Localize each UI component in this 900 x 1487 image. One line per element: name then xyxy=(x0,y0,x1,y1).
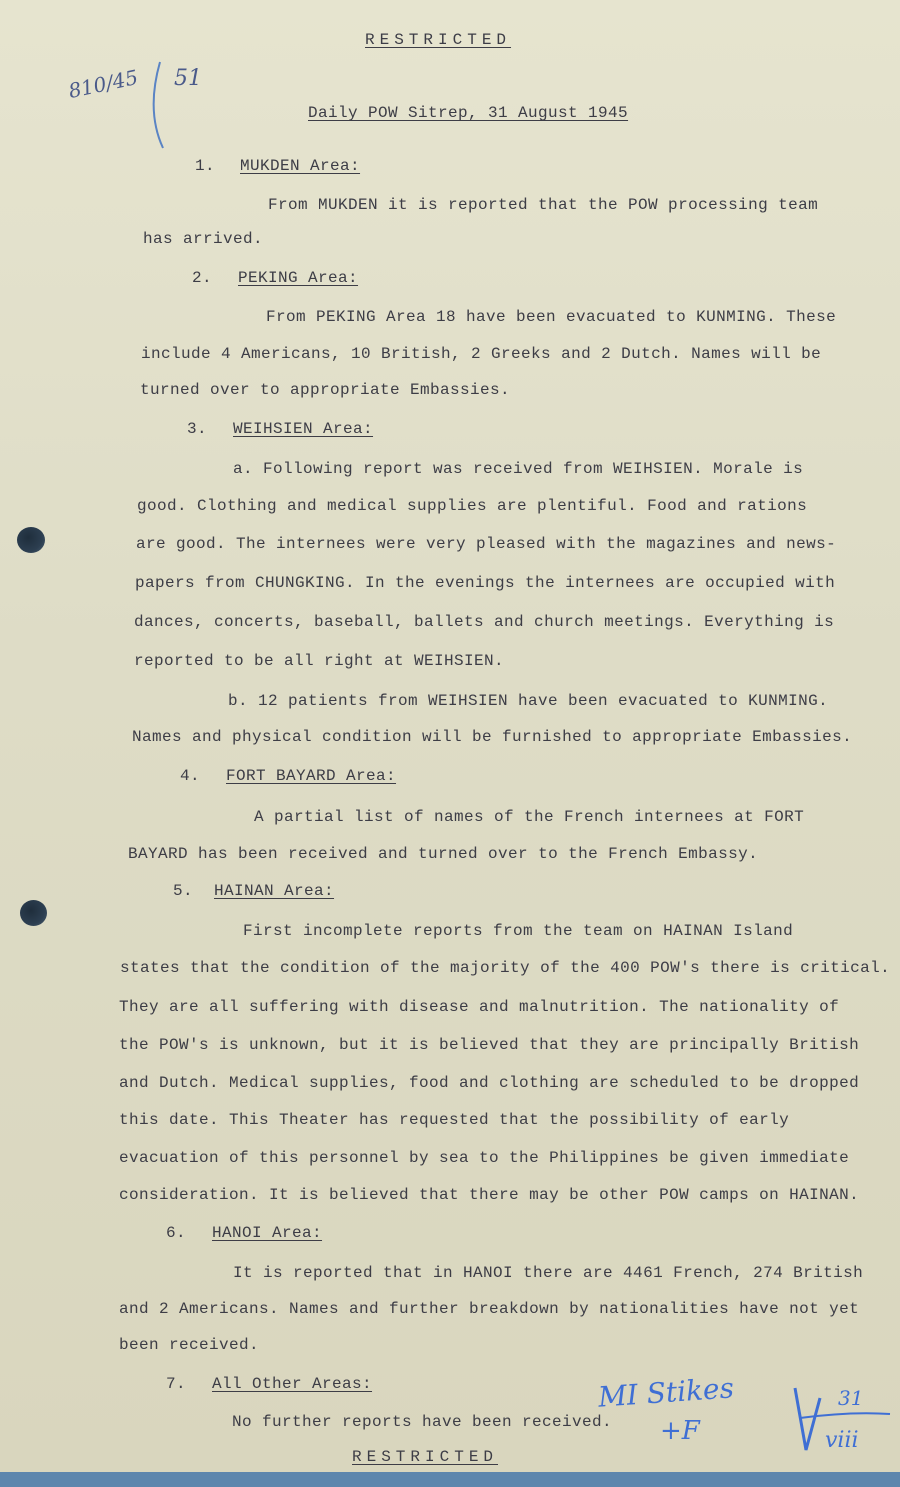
section-4-heading: FORT BAYARD Area: xyxy=(226,767,397,785)
section-3-line: are good. The internees were very pleased with the magazines and news- xyxy=(136,535,837,553)
section-3-line: a. Following report was received from WEIHSIEN. Morale is xyxy=(233,460,804,478)
section-7-heading: All Other Areas: xyxy=(212,1375,373,1393)
plus-annotation: +F xyxy=(660,1416,700,1446)
section-3-line: good. Clothing and medical supplies are plentiful. Food and rations xyxy=(137,497,808,515)
section-2-line: include 4 Americans, 10 British, 2 Greeks and 2 Dutch. Names will be xyxy=(141,345,822,363)
section-5-line: and Dutch. Medical supplies, food and clothing are scheduled to be dropped xyxy=(119,1074,860,1092)
section-7-line: No further reports have been received. xyxy=(232,1413,613,1431)
section-3-line: Names and physical condition will be furnished to appropriate Embassies. xyxy=(132,728,853,746)
section-6-line: and 2 Americans. Names and further breakdown by nationalities have not yet xyxy=(119,1300,860,1318)
date-annotation: 31 xyxy=(838,1386,864,1410)
section-6-line: It is reported that in HANOI there are 4461 French, 274 British xyxy=(233,1264,864,1282)
section-1-number: 1. xyxy=(195,157,216,175)
margin-bracket-stroke xyxy=(154,62,163,148)
section-2-number: 2. xyxy=(192,269,213,287)
document-title: Daily POW Sitrep, 31 August 1945 xyxy=(308,104,629,122)
underline-stroke xyxy=(800,1413,890,1418)
section-5-heading: HAINAN Area: xyxy=(214,882,335,900)
month-annotation: viii xyxy=(825,1428,859,1453)
section-5-line: They are all suffering with disease and malnutrition. The nationality of xyxy=(119,998,840,1016)
footer-classification: RESTRICTED xyxy=(352,1448,499,1466)
section-1-line: From MUKDEN it is reported that the POW processing team xyxy=(268,196,819,214)
section-5-line: this date. This Theater has requested that the possibility of early xyxy=(119,1111,790,1129)
section-4-line: A partial list of names of the French internees at FORT xyxy=(254,808,805,826)
section-1-line: has arrived. xyxy=(143,230,264,248)
section-3-heading: WEIHSIEN Area: xyxy=(233,420,374,438)
section-6-heading: HANOI Area: xyxy=(212,1224,323,1242)
section-4-line: BAYARD has been received and turned over to the French Embassy. xyxy=(128,845,759,863)
section-3-line: dances, concerts, baseball, ballets and church meetings. Everything is xyxy=(134,613,835,631)
file-number-annotation: 810/45 xyxy=(66,64,141,104)
section-3-line: reported to be all right at WEIHSIEN. xyxy=(134,652,505,670)
section-3-line: b. 12 patients from WEIHSIEN have been evacuated to KUNMING. xyxy=(228,692,829,710)
section-5-line: states that the condition of the majority of the 400 POW's there is critical. xyxy=(120,959,891,977)
section-4-number: 4. xyxy=(180,767,201,785)
section-2-line: From PEKING Area 18 have been evacuated to KUNMING. These xyxy=(266,308,837,326)
initials-annotation: MI Stikes xyxy=(597,1371,735,1414)
section-3-number: 3. xyxy=(187,420,208,438)
file-mark-annotation: 51 xyxy=(174,66,202,91)
section-7-number: 7. xyxy=(166,1375,187,1393)
section-6-number: 6. xyxy=(166,1224,187,1242)
scan-background xyxy=(0,1472,900,1487)
section-1-heading: MUKDEN Area: xyxy=(240,157,361,175)
section-5-line: evacuation of this personnel by sea to the Philippines be given immediate xyxy=(119,1149,850,1167)
section-3-line: papers from CHUNGKING. In the evenings the internees are occupied with xyxy=(135,574,836,592)
header-classification: RESTRICTED xyxy=(365,31,512,49)
section-2-line: turned over to appropriate Embassies. xyxy=(140,381,511,399)
section-6-line: been received. xyxy=(119,1336,260,1354)
section-5-line: the POW's is unknown, but it is believed that they are principally British xyxy=(119,1036,860,1054)
tick-stroke xyxy=(795,1388,820,1450)
section-5-line: consideration. It is believed that there may be other POW camps on HAINAN. xyxy=(119,1186,860,1204)
section-2-heading: PEKING Area: xyxy=(238,269,359,287)
section-5-number: 5. xyxy=(173,882,194,900)
section-5-line: First incomplete reports from the team on HAINAN Island xyxy=(243,922,794,940)
